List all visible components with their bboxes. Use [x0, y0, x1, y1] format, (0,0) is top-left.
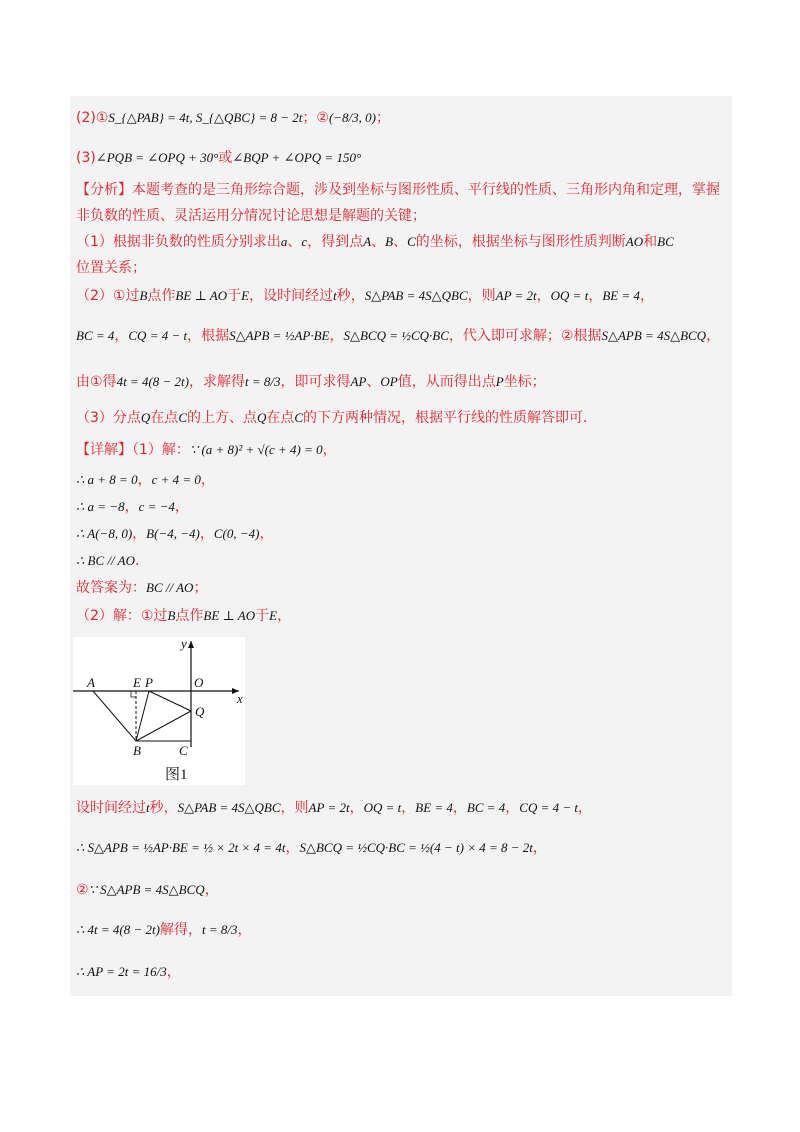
math-expression: a: [280, 234, 288, 249]
text-fragment: 、: [287, 234, 302, 250]
text-line: [76, 606, 291, 626]
math-expression: ∴ BC // AO: [76, 553, 135, 568]
text-fragment: （3）分点: [76, 410, 141, 426]
text-fragment: ，: [132, 526, 147, 542]
text-fragment: (2)①: [76, 110, 109, 126]
math-expression: S△PAB = 4S△QBC: [177, 800, 281, 815]
math-expression: ∴ a = −8: [76, 499, 125, 514]
text-fragment: 值，从而得出点: [397, 374, 496, 390]
text-fragment: （2）解：①过: [76, 608, 168, 624]
text-line: [76, 440, 337, 460]
text-fragment: ，: [166, 964, 181, 980]
label-p: P: [145, 675, 153, 690]
math-expression: B: [139, 288, 148, 303]
text-fragment: 秒，: [336, 288, 365, 304]
math-expression: t = 8/3: [245, 374, 281, 389]
text-fragment: ，: [285, 840, 300, 856]
text-fragment: ，: [200, 472, 215, 488]
label-q: Q: [195, 704, 205, 719]
text-line: [76, 578, 207, 598]
math-expression: B(−4, −4): [146, 526, 200, 541]
text-fragment: 解得，: [159, 922, 202, 938]
label-b: B: [133, 743, 141, 758]
text-fragment: ；: [375, 110, 390, 126]
text-fragment: ；: [193, 580, 208, 596]
text-fragment: 、: [371, 234, 386, 250]
text-fragment: 非负数的性质、灵活运用分情况讨论思想是解题的关键；: [76, 208, 426, 224]
math-expression: 4t = 4(8 − 2t): [116, 374, 189, 389]
label-c: C: [179, 743, 188, 758]
text-line: [76, 206, 426, 226]
math-expression: P: [495, 374, 504, 389]
math-expression: BE = 4: [415, 800, 453, 815]
text-line: [76, 108, 390, 128]
math-expression: ∴ S△APB = ½AP·BE = ½ × 2t × 4 = 4t: [76, 840, 286, 855]
text-fragment: 和: [643, 234, 658, 250]
text-line: [76, 408, 597, 428]
text-line: [76, 838, 547, 858]
text-fragment: 【详解】（1）解：: [76, 442, 190, 458]
math-expression: BE ⊥ AO: [175, 288, 228, 303]
math-expression: A: [363, 234, 372, 249]
text-fragment: 、: [393, 234, 408, 250]
text-fragment: 于: [255, 608, 270, 624]
math-expression: ∵ (a + 8)² + √(c + 4) = 0: [189, 442, 323, 457]
text-line: [76, 551, 149, 571]
text-fragment: ，: [588, 288, 603, 304]
text-fragment: ，: [259, 526, 274, 542]
math-expression: ∠PQB = ∠OPQ + 30°: [95, 150, 219, 165]
text-fragment: ，根据: [187, 328, 230, 344]
math-expression: OP: [380, 374, 398, 389]
text-fragment: ，: [578, 800, 593, 816]
label-o: O: [194, 675, 204, 690]
text-fragment: （1）根据非负数的性质分别求出: [76, 234, 281, 250]
text-fragment: 点作: [147, 288, 176, 304]
math-expression: AO: [625, 234, 644, 249]
text-line: [76, 286, 654, 306]
text-fragment: 秒，: [149, 800, 178, 816]
text-fragment: 或: [218, 150, 233, 166]
text-fragment: ，即可求得: [280, 374, 351, 390]
label-y: y: [181, 637, 187, 651]
math-expression: BC = 4: [76, 328, 115, 343]
text-fragment: 坐标；: [503, 374, 546, 390]
text-fragment: 位置关系；: [76, 260, 146, 276]
math-expression: E: [241, 288, 250, 303]
label-a: A: [87, 675, 95, 690]
text-fragment: ，: [199, 526, 214, 542]
text-fragment: 在点: [266, 410, 295, 426]
math-expression: S△APB = ½AP·BE: [229, 328, 330, 343]
label-e: E: [133, 675, 141, 690]
text-fragment: ②: [76, 882, 89, 898]
math-expression: ∴ a + 8 = 0: [76, 472, 138, 487]
math-expression: ∴ AP = 2t = 16/3: [76, 964, 167, 979]
text-line: [76, 798, 592, 818]
text-fragment: 设时间经过: [76, 800, 146, 816]
text-fragment: ．: [134, 553, 149, 569]
math-expression: S_{△PAB} = 4t, S_{△QBC} = 8 − 2t: [108, 110, 303, 125]
math-expression: t = 8/3: [201, 922, 238, 937]
text-fragment: 点作: [175, 608, 204, 624]
math-expression: C: [178, 410, 187, 425]
text-fragment: 于: [227, 288, 242, 304]
text-fragment: ，: [114, 328, 129, 344]
text-fragment: ，: [137, 472, 152, 488]
text-fragment: 由①得: [76, 374, 117, 390]
math-expression: c + 4 = 0: [151, 472, 201, 487]
text-fragment: ，: [536, 288, 551, 304]
text-line: [76, 232, 674, 252]
math-expression: c: [301, 234, 308, 249]
text-fragment: ，: [329, 328, 344, 344]
figure-caption: 图1: [165, 767, 188, 783]
segment-bq: [136, 711, 191, 741]
text-fragment: （2）①过: [76, 288, 140, 304]
math-expression: t: [146, 800, 150, 815]
math-expression: S△APB = 4S△BCQ: [601, 328, 707, 343]
right-angle-mark: [131, 691, 136, 697]
text-fragment: 的坐标，根据坐标与图形性质判断: [415, 234, 626, 250]
text-fragment: ，则: [467, 288, 496, 304]
text-fragment: ，: [706, 328, 721, 344]
math-expression: C: [294, 410, 304, 425]
text-fragment: ，: [401, 800, 416, 816]
math-expression: OQ = t: [363, 800, 402, 815]
text-fragment: ，: [174, 499, 189, 515]
text-fragment: ，: [505, 800, 520, 816]
text-fragment: ；②: [302, 110, 329, 126]
math-expression: E: [269, 608, 278, 623]
math-expression: ∴ 4t = 4(8 − 2t): [76, 922, 160, 937]
math-expression: AP: [350, 374, 367, 389]
text-fragment: ，则: [280, 800, 309, 816]
text-fragment: ，代入即可求解；②根据: [448, 328, 602, 344]
text-fragment: ，求解得: [189, 374, 245, 390]
text-fragment: ，: [639, 288, 654, 304]
figure-1: [73, 637, 245, 785]
math-expression: c = −4: [138, 499, 175, 514]
math-expression: C(0, −4): [213, 526, 260, 541]
text-fragment: ，: [532, 840, 547, 856]
math-expression: (−8/3, 0): [328, 110, 376, 125]
text-line: [76, 920, 251, 940]
text-fragment: ，: [204, 882, 219, 898]
math-expression: S△BCQ = ½CQ·BC = ½(4 − t) × 4 = 8 − 2t: [299, 840, 533, 855]
math-expression: B: [167, 608, 176, 623]
text-line: [76, 372, 546, 392]
text-line: [76, 880, 219, 900]
math-expression: CQ = 4 − t: [519, 800, 579, 815]
text-fragment: (3): [76, 150, 96, 166]
text-fragment: ，: [349, 800, 364, 816]
math-expression: AP = 2t: [308, 800, 350, 815]
text-fragment: 的下方两种情况，根据平行线的性质解答即可．: [303, 410, 598, 426]
text-fragment: ，设时间经过: [249, 288, 334, 304]
text-fragment: ，: [322, 442, 337, 458]
math-expression: BC: [657, 234, 674, 249]
math-expression: BC = 4: [466, 800, 506, 815]
text-fragment: ，: [452, 800, 467, 816]
text-line: [76, 497, 189, 517]
label-x: x: [237, 691, 243, 706]
text-line: [76, 180, 720, 200]
y-axis-arrow: [188, 641, 194, 648]
document-page: [70, 96, 732, 996]
segment-bp: [136, 691, 149, 741]
math-expression: BE ⊥ AO: [203, 608, 256, 623]
text-line: [76, 326, 720, 346]
text-fragment: 【分析】本题考查的是三角形综合题，涉及到坐标与图形性质、平行线的性质、三角形内角和定理，掌握: [76, 182, 720, 198]
math-expression: ∠BQP + ∠OPQ = 150°: [232, 150, 362, 165]
text-fragment: 在点: [150, 410, 179, 426]
math-expression: Q: [140, 410, 151, 425]
math-expression: B: [385, 234, 394, 249]
text-fragment: ，: [124, 499, 139, 515]
math-expression: BE = 4: [602, 288, 640, 303]
math-expression: Q: [256, 410, 267, 425]
math-expression: CQ = 4 − t: [128, 328, 188, 343]
math-expression: AP = 2t: [495, 288, 537, 303]
text-line: [76, 524, 273, 544]
math-expression: ∴ A(−8, 0): [76, 526, 133, 541]
math-expression: C: [407, 234, 416, 249]
text-line: [76, 148, 361, 168]
text-fragment: 、: [366, 374, 381, 390]
text-fragment: ，: [277, 608, 292, 624]
coordinate-diagram: [73, 637, 245, 785]
math-expression: BC // AO: [146, 580, 194, 595]
text-fragment: ，得到点: [307, 234, 364, 250]
text-line: [76, 258, 146, 278]
segment-pq: [149, 691, 191, 711]
text-fragment: 的上方、点: [186, 410, 257, 426]
math-expression: OQ = t: [550, 288, 589, 303]
text-fragment: ，: [237, 922, 252, 938]
math-expression: ∵ S△APB = 4S△BCQ: [88, 882, 205, 897]
text-line: [76, 470, 215, 490]
text-line: [76, 962, 181, 982]
segment-ab: [93, 691, 136, 741]
math-expression: S△PAB = 4S△QBC: [364, 288, 468, 303]
math-expression: S△BCQ = ½CQ·BC: [343, 328, 449, 343]
math-expression: t: [333, 288, 337, 303]
text-fragment: 故答案为：: [76, 580, 146, 596]
